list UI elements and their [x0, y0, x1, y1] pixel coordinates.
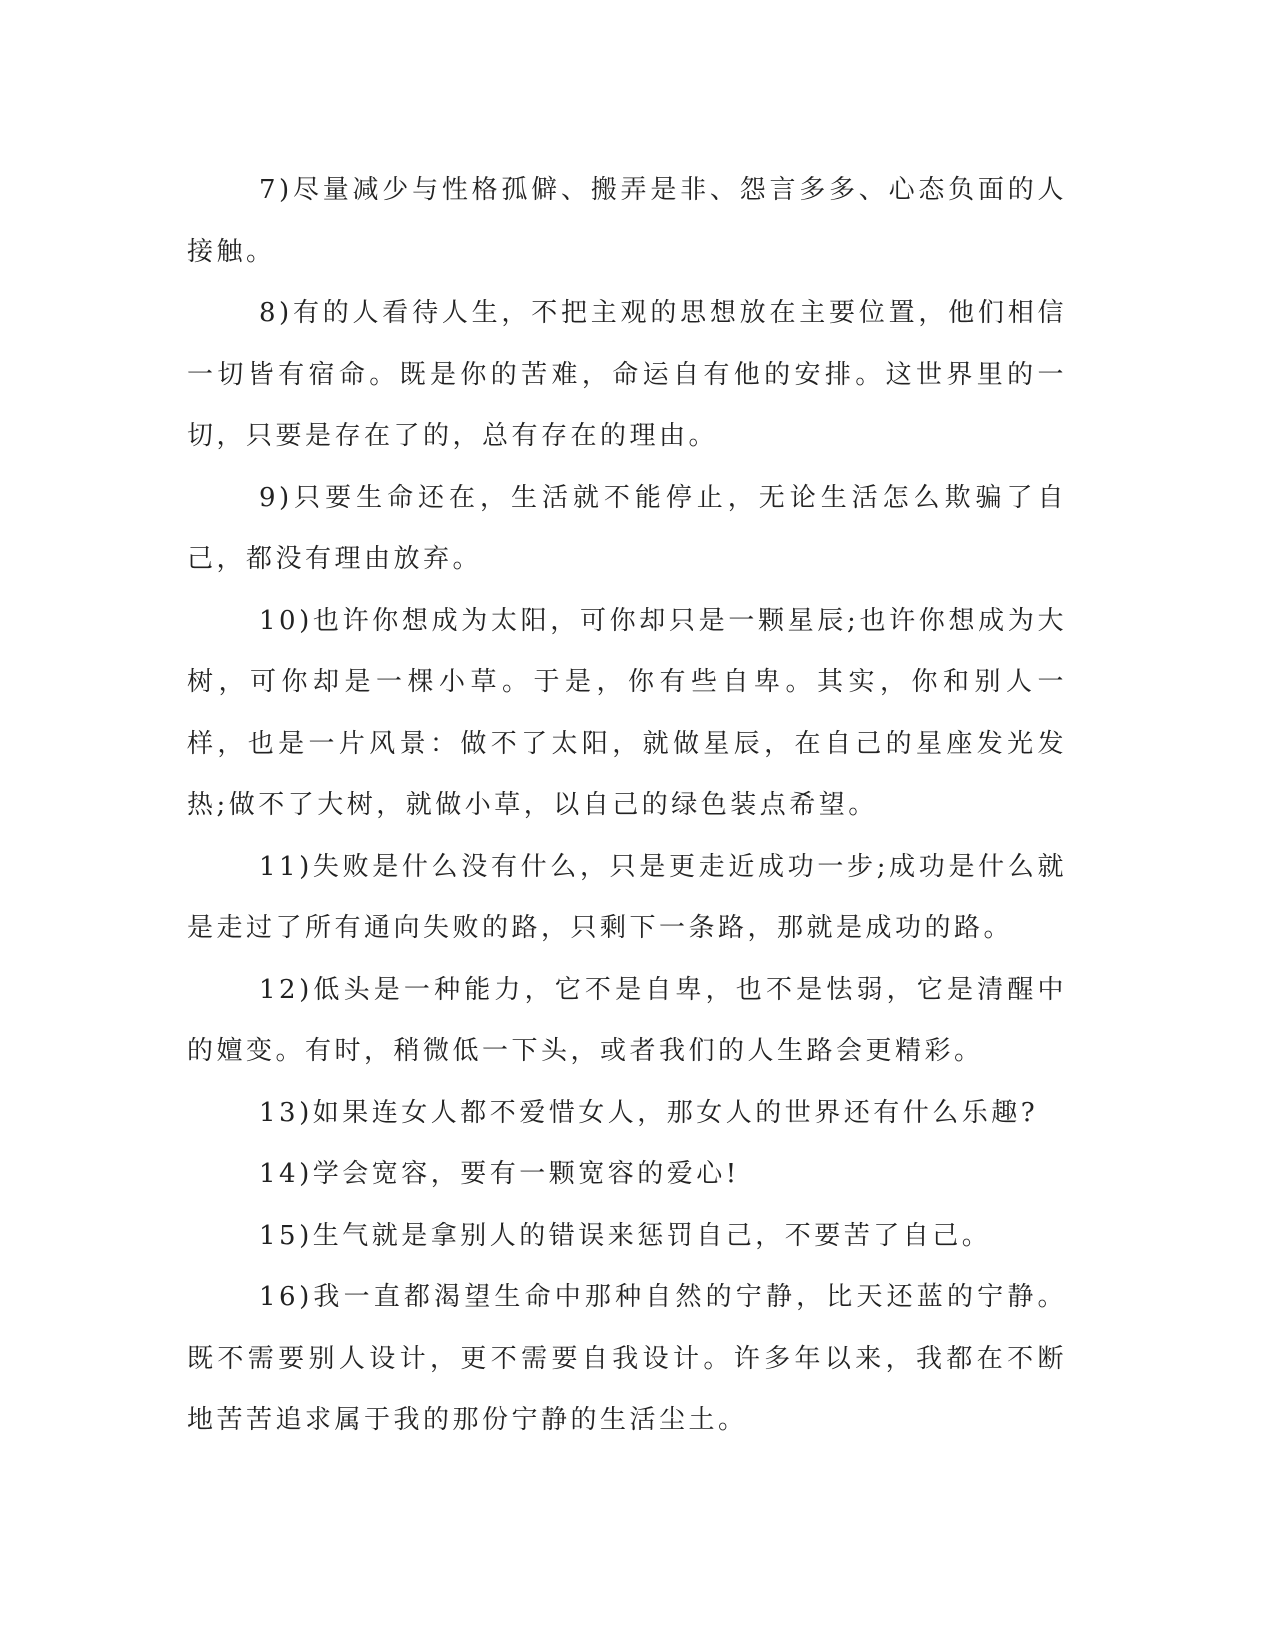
- paragraph-7: 7)尽量减少与性格孤僻、搬弄是非、怨言多多、心态负面的人接触。: [187, 175, 1067, 267]
- paragraph-16: 16)我一直都渴望生命中那种自然的宁静，比天还蓝的宁静。既不需要别人设计，更不需要自我设计。许多年以来，我都在不断地苦苦追求属于我的那份宁静的生活尘土。: [187, 1282, 1067, 1435]
- paragraph-15: 15)生气就是拿别人的错误来惩罚自己，不要苦了自己。: [259, 1220, 992, 1251]
- paragraph-12: 12)低头是一种能力，它不是自卑，也不是怯弱，它是清醒中的嬗变。有时，稍微低一下头，或者我们的人生路会更精彩。: [187, 974, 1067, 1066]
- paragraph-9: 9)只要生命还在，生活就不能停止，无论生活怎么欺骗了自己，都没有理由放弃。: [187, 482, 1067, 574]
- paragraph-13: 13)如果连女人都不爱惜女人，那女人的世界还有什么乐趣?: [259, 1097, 1039, 1128]
- paragraph-10: 10)也许你想成为太阳，可你却只是一颗星辰;也许你想成为大树，可你却是一棵小草。于是，你有些自卑。其实，你和别人一样，也是一片风景：做不了太阳，就做星辰，在自己的星座发光发热;做不了大树，就做小草，以自己的绿色装点希望。: [187, 605, 1067, 820]
- paragraph-8: 8)有的人看待人生，不把主观的思想放在主要位置，他们相信一切皆有宿命。既是你的苦难，命运自有他的安排。这世界里的一切，只要是存在了的，总有存在的理由。: [187, 298, 1067, 451]
- paragraph-14: 14)学会宽容，要有一颗宽容的爱心!: [259, 1159, 740, 1189]
- paragraph-11: 11)失败是什么没有什么，只是更走近成功一步;成功是什么就是走过了所有通向失败的路，只剩下一条路，那就是成功的路。: [187, 851, 1067, 943]
- document-body: [187, 160, 1067, 1452]
